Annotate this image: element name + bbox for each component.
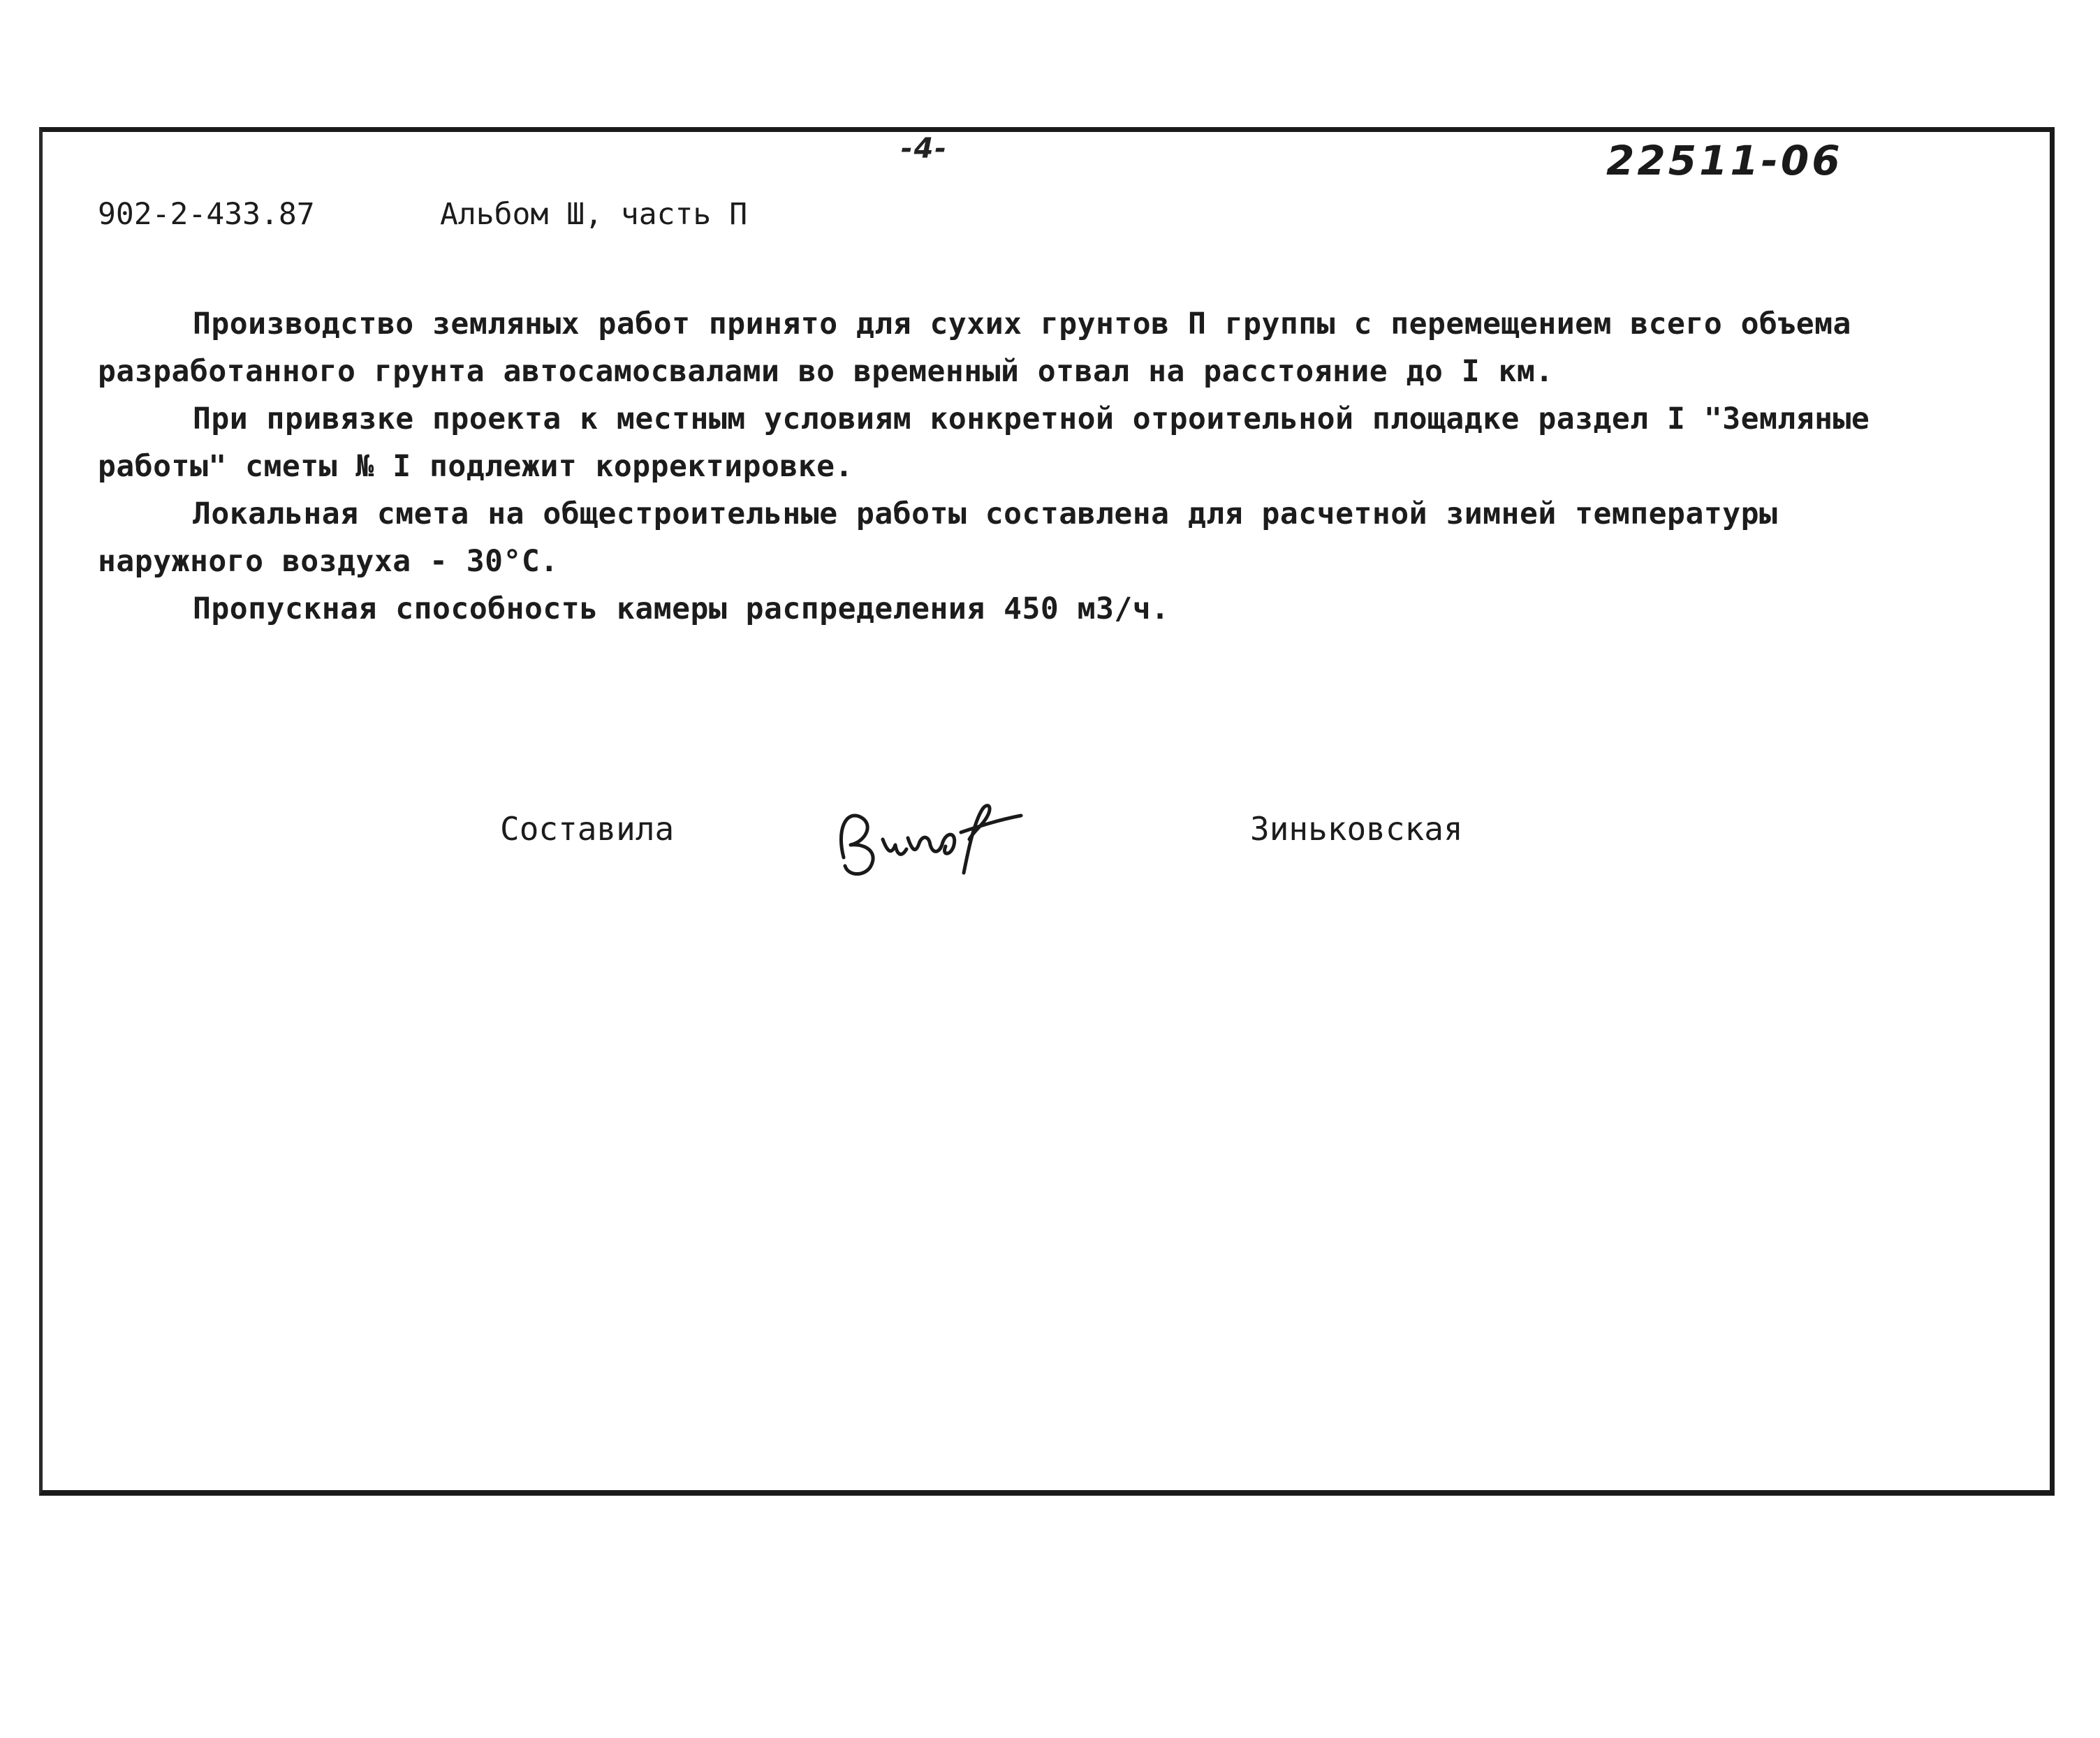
- signatory-name: Зиньковская: [1250, 810, 1463, 848]
- signature-row: [0, 789, 2100, 887]
- doc-code: 902-2-433.87: [98, 197, 315, 232]
- doc-body: [98, 300, 1955, 633]
- page-number: -4-: [901, 133, 948, 165]
- paragraph-site-binding: При привязке проекта к местным условиям конкретной отроительной площадке раздел I "Земляные работы" сметы № I подлежит корректировке.: [98, 402, 1870, 484]
- paragraph-local-estimate: Локальная смета на общестроительные работы составлена для расчетной зимней температуры наружного воздуха - 30°С.: [98, 496, 1778, 579]
- album-reference: Альбом Ш, часть П: [440, 197, 748, 232]
- signature-label: Составила: [500, 810, 675, 848]
- handwritten-signature: [824, 789, 1034, 887]
- doc-header: [98, 197, 747, 232]
- archive-code: 22511-06: [1606, 137, 1843, 184]
- paragraph-earthworks: Производство земляных работ принято для сухих грунтов П группы с перемещением всего объема разработанного грунта автосамосвалами во временный отвал на расстояние до I км.: [98, 307, 1851, 389]
- paragraph-capacity: Пропускная способность камеры распределения 450 м3/ч.: [193, 591, 1170, 626]
